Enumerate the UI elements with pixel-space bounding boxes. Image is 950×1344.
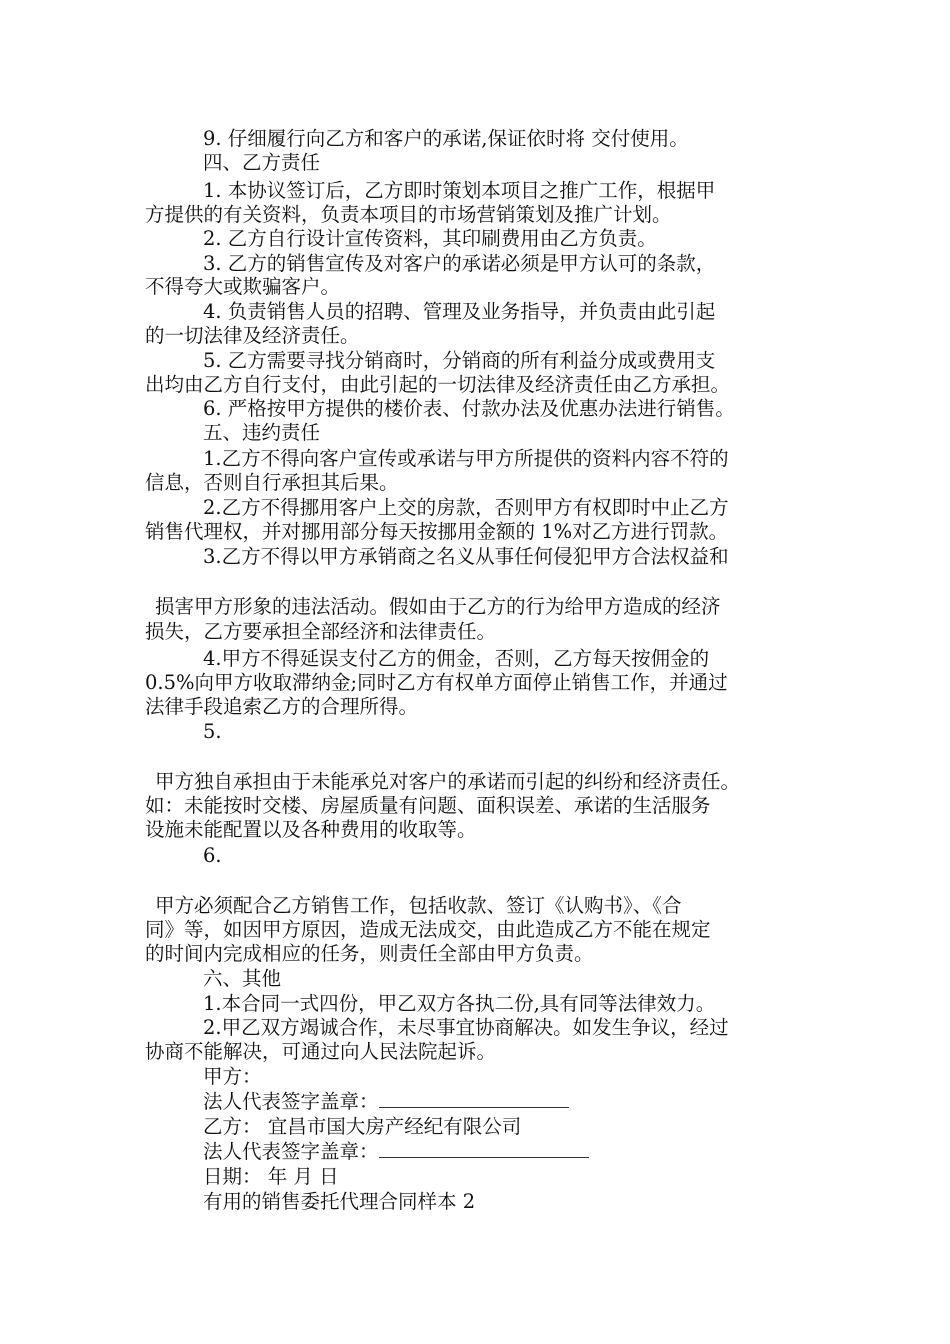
signature-row-a [203, 1089, 569, 1115]
text-line: 5. 乙方需要寻找分销商时，分销商的所有利益分成或费用支 [203, 349, 716, 372]
text-line: 0.5%向甲方收取滞纳金;同时乙方有权单方面停止销售工作，并通过 [145, 671, 728, 694]
section-heading: 六、其他 [203, 967, 282, 990]
text-line: 2. 乙方自行设计宣传资料，其印刷费用由乙方负责。 [203, 227, 657, 250]
next-document-title: 有用的销售委托代理合同样本 2 [203, 1190, 476, 1213]
text-line: 销售代理权，并对挪用部分每天按挪用金额的 1%对乙方进行罚款。 [145, 520, 729, 543]
party-b-label: 乙方： 宜昌市国大房产经纪有限公司 [203, 1115, 522, 1138]
rep-a-label: 法人代表签字盖章： [203, 1090, 379, 1113]
text-line: 设施未能配置以及各种费用的收取等。 [145, 818, 477, 841]
text-line: 3. 乙方的销售宣传及对客户的承诺必须是甲方认可的条款， [203, 252, 716, 275]
text-line: 6. 严格按甲方提供的楼价表、付款办法及优惠办法进行销售。 [203, 397, 735, 420]
section-heading: 四、乙方责任 [203, 151, 321, 174]
text-line: 协商不能解决，可通过向人民法院起诉。 [145, 1040, 497, 1063]
text-line: 4. 负责销售人员的招聘、管理及业务指导，并负责由此引起 [203, 300, 716, 323]
text-line: 方提供的有关资料，负责本项目的市场营销策划及推广计划。 [145, 203, 672, 226]
text-line: 出均由乙方自行支付，由此引起的一切法律及经济责任由乙方承担。 [145, 373, 731, 396]
text-line: 的时间内完成相应的任务，则责任全部由甲方负责。 [145, 942, 594, 965]
text-line: 3.乙方不得以甲方承销商之名义从事任何侵犯甲方合法权益和 [203, 545, 729, 568]
text-line: 信息，否则自行承担其后果。 [145, 471, 399, 494]
text-line: 4.甲方不得延误支付乙方的佣金，否则，乙方每天按佣金的 [203, 647, 710, 670]
text-line: 甲方必须配合乙方销售工作，包括收款、签订《认购书》、《合 [155, 894, 682, 917]
text-line: 如：未能按时交楼、房屋质量有问题、面积误差、承诺的生活服务 [145, 794, 711, 817]
party-a-label: 甲方： [203, 1065, 262, 1088]
text-line: 1.本合同一式四份，甲乙双方各执二份,具有同等法律效力。 [203, 992, 716, 1015]
date-line: 日期： 年 月 日 [203, 1165, 339, 1188]
text-line: 6. [203, 844, 222, 867]
text-line: 不得夸大或欺骗客户。 [145, 275, 341, 298]
text-line: 1. 本协议签订后，乙方即时策划本项目之推广工作，根据甲 [203, 179, 716, 202]
section-heading: 五、违约责任 [203, 421, 321, 444]
text-line: 的一切法律及经济责任。 [145, 324, 360, 347]
text-line: 2.乙方不得挪用客户上交的房款，否则甲方有权即时中止乙方 [203, 496, 729, 519]
text-line: 1.乙方不得向客户宣传或承诺与甲方所提供的资料内容不符的 [203, 447, 729, 470]
text-line: 2.甲乙双方竭诚合作，未尽事宜协商解决。如发生争议，经过 [203, 1016, 729, 1039]
signature-line-a [379, 1089, 569, 1108]
text-line: 甲方独自承担由于未能承兑对客户的承诺而引起的纠纷和经济责任。 [155, 770, 741, 793]
text-line: 损害甲方形象的违法活动。假如由于乙方的行为给甲方造成的经济 [155, 595, 721, 618]
signature-line-b [379, 1139, 589, 1158]
text-line: 9. 仔细履行向乙方和客户的承诺,保证依时将 交付使用。 [203, 127, 689, 150]
text-line: 损失，乙方要承担全部经济和法律责任。 [145, 620, 497, 643]
text-line: 5. [203, 720, 222, 743]
text-line: 同》等，如因甲方原因，造成无法成交，由此造成乙方不能在规定 [145, 918, 711, 941]
signature-row-b [203, 1139, 589, 1165]
rep-b-label: 法人代表签字盖章： [203, 1140, 379, 1163]
text-line: 法律手段追索乙方的合理所得。 [145, 695, 419, 718]
